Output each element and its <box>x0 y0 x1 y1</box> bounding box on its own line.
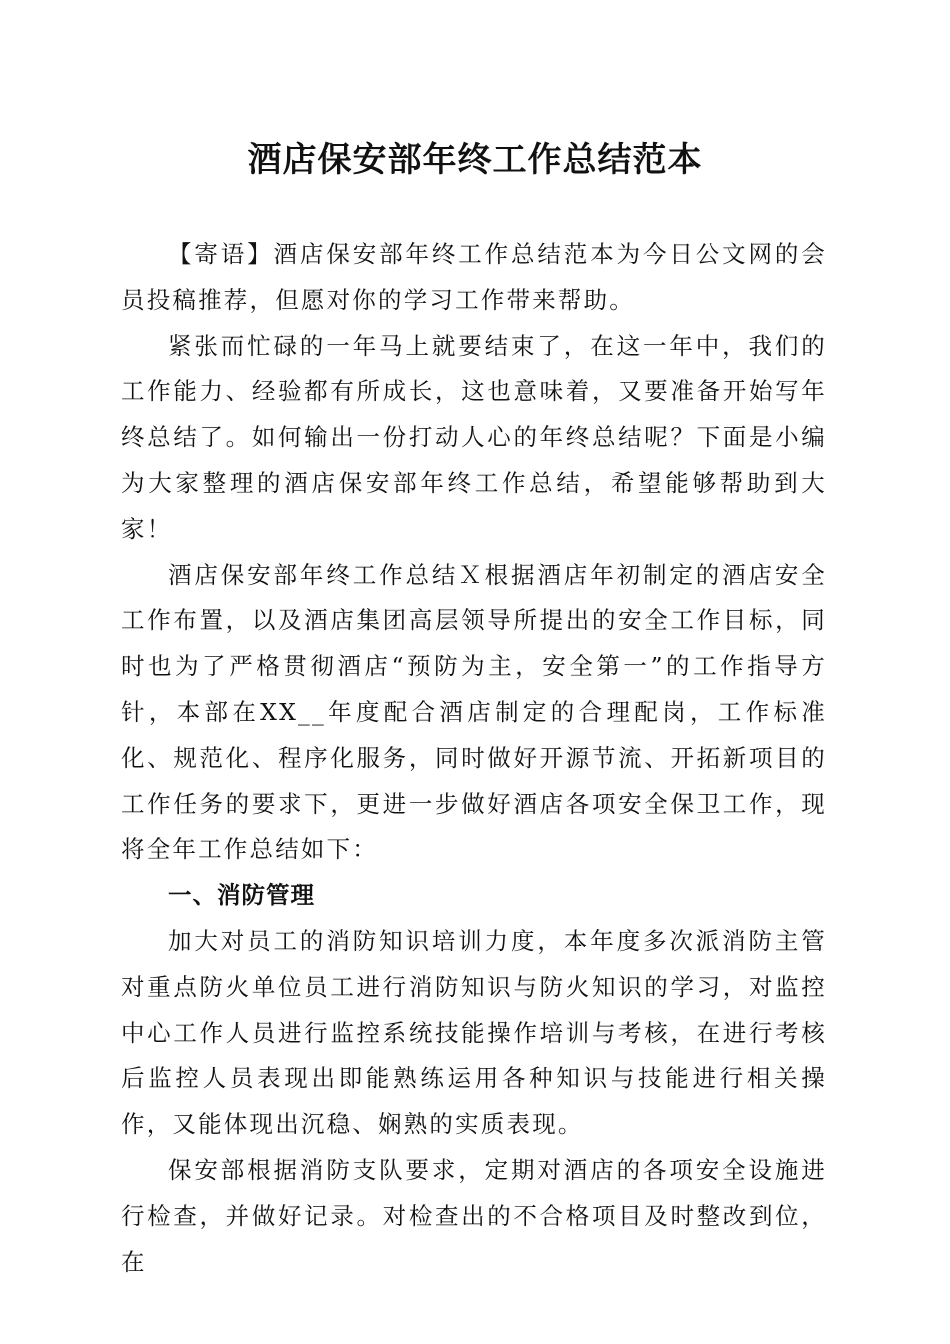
fire-training-paragraph: 加大对员工的消防知识培训力度，本年度多次派消防主管对重点防火单位员工进行消防知识与防火知识的学习，对监控中心工作人员进行监控系统技能操作培训与考核，在进行考核后监控人员表现出即能熟练运用各种知识与技能进行相关操作，又能体现出沉稳、娴熟的实质表现。 <box>121 926 827 1139</box>
intro-note-paragraph: 【寄语】酒店保安部年终工作总结范本为今日公文网的会员投稿推荐，但愿对你的学习工作带来帮助。 <box>121 240 827 314</box>
document-body <box>121 232 827 1285</box>
section-heading-fire-management: 一、消防管理 <box>168 881 315 910</box>
opening-paragraph: 紧张而忙碌的一年马上就要结束了，在这一年中，我们的工作能力、经验都有所成长，这也意味着，又要准备开始写年终总结了。如何输出一份打动人心的年终总结呢？下面是小编为大家整理的酒店保安部年终工作总结，希望能够帮助到大家！ <box>121 331 827 543</box>
summary-intro-paragraph: 酒店保安部年终工作总结Ｘ根据酒店年初制定的酒店安全工作布置，以及酒店集团高层领导所提出的安全工作目标，同时也为了严格贯彻酒店“预防为主，安全第一”的工作指导方针，本部在XX__年度配合酒店制定的合理配岗，工作标准化、规范化、程序化服务，同时做好开源节流、开拓新项目的工作任务的要求下，更进一步做好酒店各项安全保卫工作，现将全年工作总结如下： <box>121 560 827 864</box>
document-title: 酒店保安部年终工作总结范本 <box>247 140 703 180</box>
fire-inspection-paragraph: 保安部根据消防支队要求，定期对酒店的各项安全设施进行检查，并做好记录。对检查出的不合格项目及时整改到位，在 <box>121 1155 827 1276</box>
